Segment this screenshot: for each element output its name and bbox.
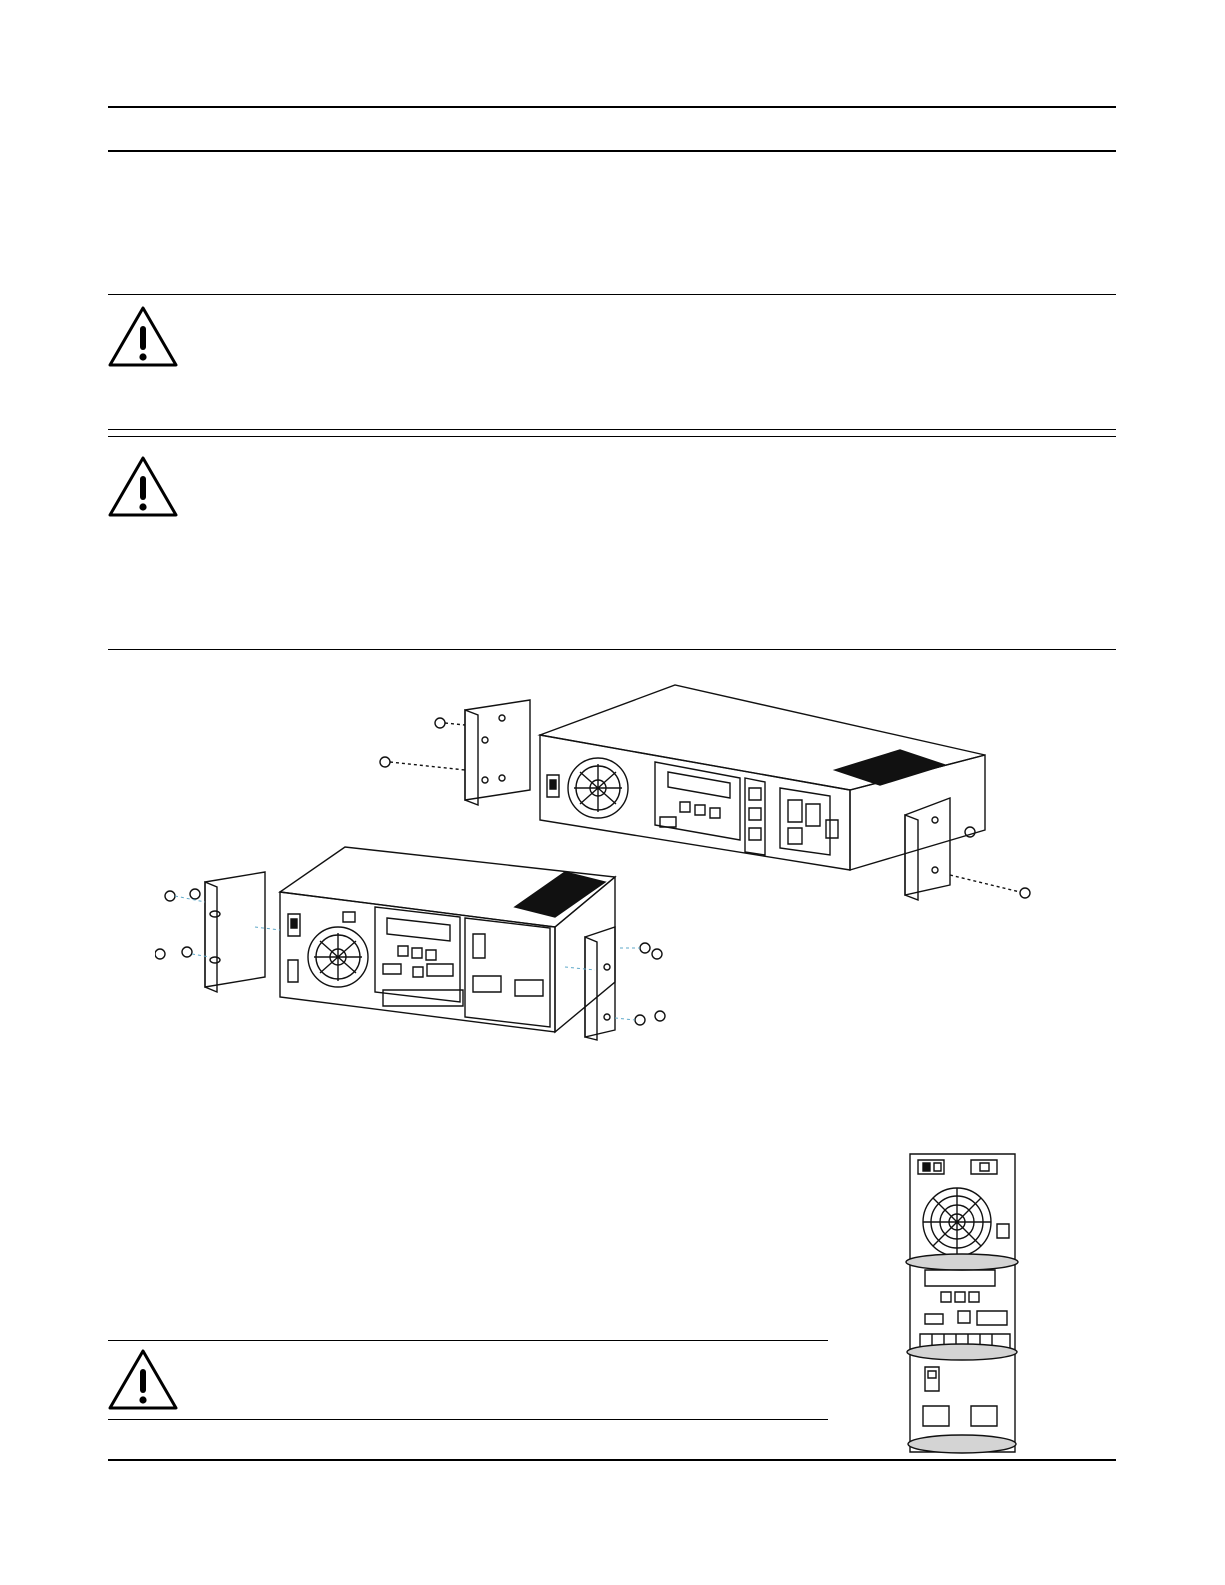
header-rule-top	[108, 106, 1116, 108]
rackmount-4u-illustration	[155, 842, 675, 1042]
warning-box-2-bottom-rule	[108, 649, 1116, 650]
warning-triangle-icon	[106, 1347, 180, 1411]
tower-unit-illustration	[905, 1152, 1020, 1454]
footer-rule	[108, 1459, 1116, 1461]
warning-box-3-top-rule	[108, 1340, 828, 1341]
warning-triangle-icon	[106, 304, 180, 368]
warning-triangle-icon	[106, 454, 180, 518]
warning-box-3-bottom-rule	[108, 1419, 828, 1420]
warning-box-1-bottom-rule	[108, 429, 1116, 430]
header-rule-bottom	[108, 150, 1116, 152]
warning-box-1-top-rule	[108, 294, 1116, 295]
warning-box-2-top-rule	[108, 436, 1116, 437]
